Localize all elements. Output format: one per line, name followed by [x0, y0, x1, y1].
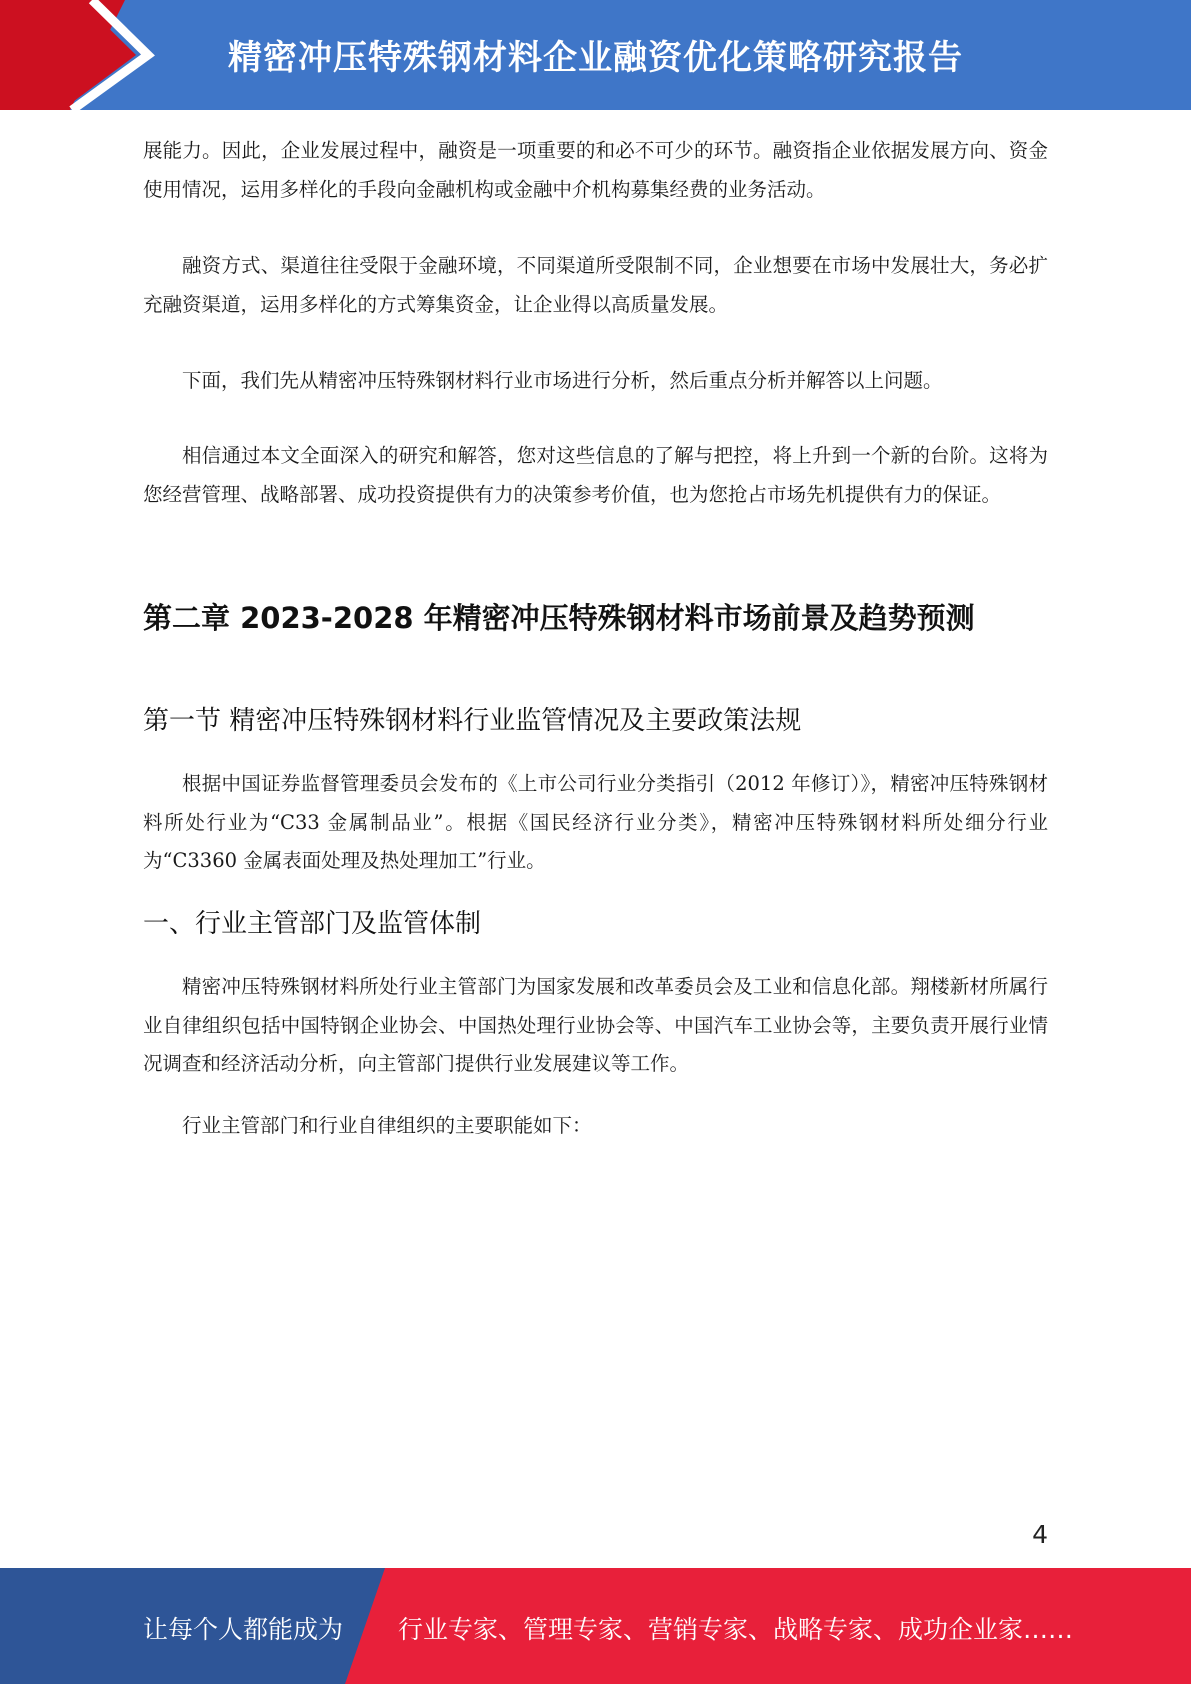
footer-slogan-right: 行业专家、管理专家、营销专家、战略专家、成功企业家……	[398, 1615, 1074, 1644]
footer-banner	[0, 1568, 1191, 1684]
header-banner	[0, 0, 1191, 110]
paragraph-text: 融资方式、渠道往往受限于金融环境，不同渠道所受限制不同，企业想要在市场中发展壮大，务必扩充融资渠道，运用多样化的方式筹集资金，让企业得以高质量发展。	[143, 254, 1048, 316]
paragraph-text: 展能力。因此，企业发展过程中，融资是一项重要的和必不可少的环节。融资指企业依据发展方向、资金使用情况，运用多样化的手段向金融机构或金融中介机构募集经费的业务活动。	[143, 139, 1048, 201]
paragraph-industry-classification	[143, 765, 1048, 881]
report-title: 精密冲压特殊钢材料企业融资优化策略研究报告	[228, 38, 963, 78]
paragraph-analysis-plan	[143, 362, 1048, 401]
section-heading: 第一节 精密冲压特殊钢材料行业监管情况及主要政策法规	[143, 706, 802, 736]
paragraph-text: 根据中国证券监督管理委员会发布的《上市公司行业分类指引（2012 年修订）》，精密冲压特殊钢材料所处行业为“C33 金属制品业”。根据《国民经济行业分类》，精密冲压特殊钢材料所处细分行业为“C3360 金属表面处理及热处理加工”行业。	[143, 772, 1048, 872]
paragraph-text: 精密冲压特殊钢材料所处行业主管部门为国家发展和改革委员会及工业和信息化部。翔楼新材所属行业自律组织包括中国特钢企业协会、中国热处理行业协会等、中国汽车工业协会等，主要负责开展行业情况调查和经济活动分析，向主管部门提供行业发展建议等工作。	[143, 975, 1048, 1075]
paragraph-regulators	[143, 968, 1048, 1084]
paragraph-financing-intro	[143, 132, 1048, 209]
paragraph-value-statement	[143, 437, 1048, 514]
page-number: 4	[1032, 1520, 1048, 1549]
paragraph-financing-channels	[143, 247, 1048, 324]
paragraph-text: 下面，我们先从精密冲压特殊钢材料行业市场进行分析，然后重点分析并解答以上问题。	[182, 369, 943, 392]
paragraph-text: 相信通过本文全面深入的研究和解答，您对这些信息的了解与把控，将上升到一个新的台阶。这将为您经营管理、战略部署、成功投资提供有力的决策参考价值，也为您抢占市场先机提供有力的保证。	[143, 444, 1048, 506]
subsection-heading: 一、行业主管部门及监管体制	[143, 909, 482, 939]
paragraph-text: 行业主管部门和行业自律组织的主要职能如下：	[182, 1114, 592, 1137]
chapter-heading: 第二章 2023-2028 年精密冲压特殊钢材料市场前景及趋势预测	[143, 601, 975, 635]
footer-slogan-left: 让每个人都能成为	[143, 1615, 344, 1644]
paragraph-functions-intro	[143, 1107, 1048, 1146]
